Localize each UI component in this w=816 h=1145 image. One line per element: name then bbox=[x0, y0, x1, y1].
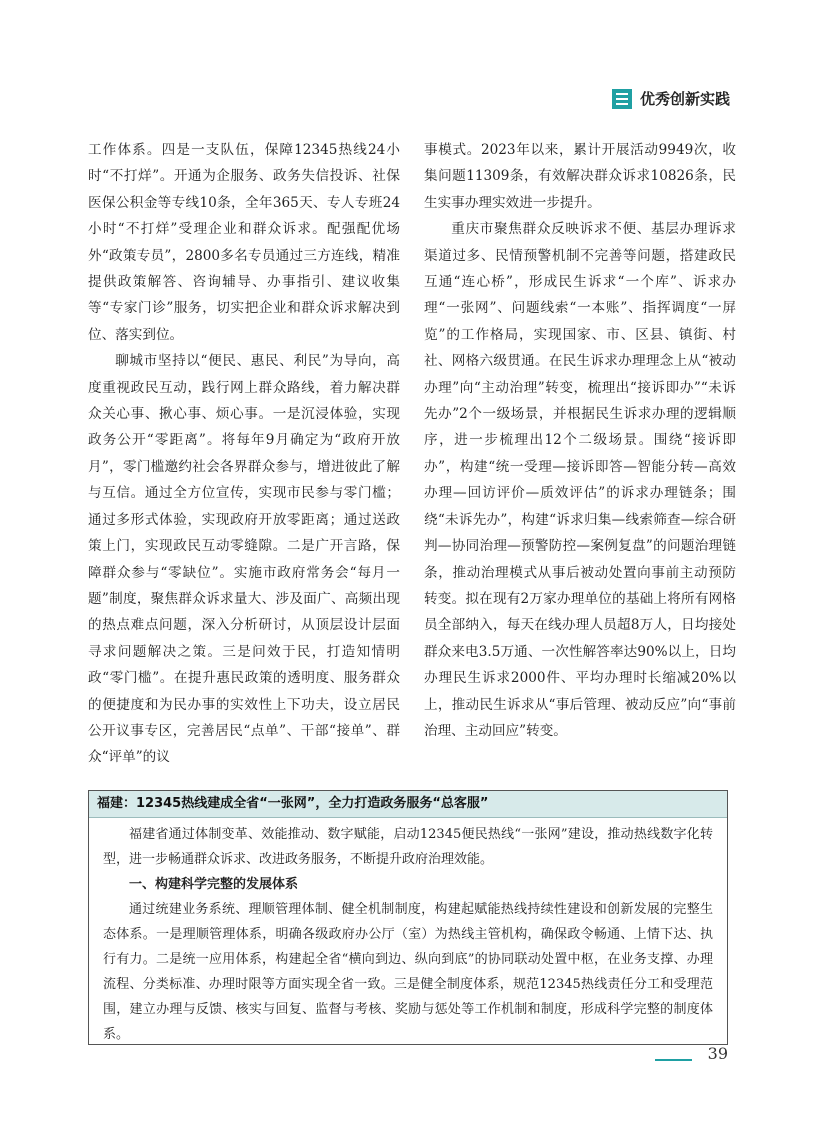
paragraph: 重庆市聚焦群众反映诉求不便、基层办理诉求渠道过多、民情预警机制不完善等问题，搭建政民互通“连心桥”，形成民生诉求“一个库”、诉求办理“一张网”、问题线索“一本账”、指挥调度“一屏览”的工作格局，实现国家、市、区县、镇街、村社、网格六级贯通。在民生诉求办理理念上从“被动办理”向“主动治理”转变，梳理出“接诉即办”“未诉先办”2个一级场景，并根据民生诉求办理的逻辑顺序，进一步梳理出12个二级场景。围绕“接诉即办”，构建“统一受理—接诉即答—智能分转—高效办理—回访评价—质效评估”的诉求办理链条；围绕“未诉先办”，构建“诉求归集—线索筛查—综合研判—协同治理—预警防控—案例复盘”的问题治理链条，推动治理模式从事后被动处置向事前主动预防转变。拟在现有2万家办理单位的基础上将所有网格员全部纳入，每天在线办理人员超8万人，日均接处群众来电3.5万通、一次性解答率达90%以上，日均办理民生诉求2000件、平均办理时长缩减20%以上，推动民生诉求从“事后管理、被动反应”向“事前治理、主动回应”转变。 bbox=[424, 221, 736, 739]
subheading: 一、构建科学完整的发展体系 bbox=[129, 877, 299, 892]
menu-icon bbox=[612, 89, 632, 109]
section-label: 优秀创新实践 bbox=[639, 90, 730, 108]
case-box bbox=[88, 790, 728, 1045]
case-box-title: 福建：12345热线建成全省“一张网”，全力打造政务服务“总客服” bbox=[89, 791, 727, 818]
page-number-rule bbox=[655, 1059, 692, 1061]
left-column bbox=[88, 137, 400, 771]
case-box-body bbox=[89, 818, 727, 1047]
paragraph: 工作体系。四是一支队伍，保障12345热线24小时“不打烊”。开通为企服务、政务失信投诉、社保医保公积金等专线10条，全年365天、专人专班24小时“不打烊”受理企业和群众诉求。配强配优场外“政策专员”，2800多名专员通过三方连线，精准提供政策解答、咨询辅导、办事指引、建议收集等“专家门诊”服务，切实把企业和群众诉求解决到位、落实到位。 bbox=[88, 142, 400, 343]
right-column bbox=[424, 137, 736, 744]
paragraph: 通过统建业务系统、理顺管理体制、健全机制制度，构建起赋能热线持续性建设和创新发展的完整生态体系。一是理顺管理体系，明确各级政府办公厅（室）为热线主管机构，确保政令畅通、上情下达、执行有力。二是统一应用体系，构建起全省“横向到边、纵向到底”的协同联动处置中枢，在业务支撑、办理流程、分类标准、办理时限等方面实现全省一致。三是健全制度体系，规范12345热线责任分工和受理范围，建立办理与反馈、核实与回复、监督与考核、奖励与惩处等工作机制和制度，形成科学完整的制度体系。 bbox=[103, 902, 713, 1042]
paragraph: 福建省通过体制变革、效能推动、数字赋能，启动12345便民热线“一张网”建设，推动热线数字化转型，进一步畅通群众诉求、改进政务服务，不断提升政府治理效能。 bbox=[103, 827, 713, 867]
section-tag bbox=[612, 88, 730, 109]
paragraph: 聊城市坚持以“便民、惠民、利民”为导向，高度重视政民互动，践行网上群众路线，着力解决群众关心事、揪心事、烦心事。一是沉浸体验，实现政务公开“零距离”。将每年9月确定为“政府开放月”，零门槛邀约社会各界群众参与，增进彼此了解与互信。通过全方位宣传，实现市民参与零门槛；通过多形式体验，实现政府开放零距离；通过送政策上门，实现政民互动零缝隙。二是广开言路，保障群众参与“零缺位”。实施市政府常务会“每月一题”制度，聚焦群众诉求量大、涉及面广、高频出现的热点难点问题，深入分析研讨，从顶层设计层面寻求问题解决之策。三是问效于民，打造知情明政“零门槛”。在提升惠民政策的透明度、服务群众的便捷度和为民办事的实效性上下功夫，设立居民公开议事专区，完善居民“点单”、干部“接单”、群众“评单”的议 bbox=[88, 353, 400, 766]
paragraph: 事模式。2023年以来，累计开展活动9949次，收集问题11309条，有效解决群众诉求10826条，民生实事办理实效进一步提升。 bbox=[424, 142, 736, 211]
page-number: 39 bbox=[707, 1044, 728, 1063]
